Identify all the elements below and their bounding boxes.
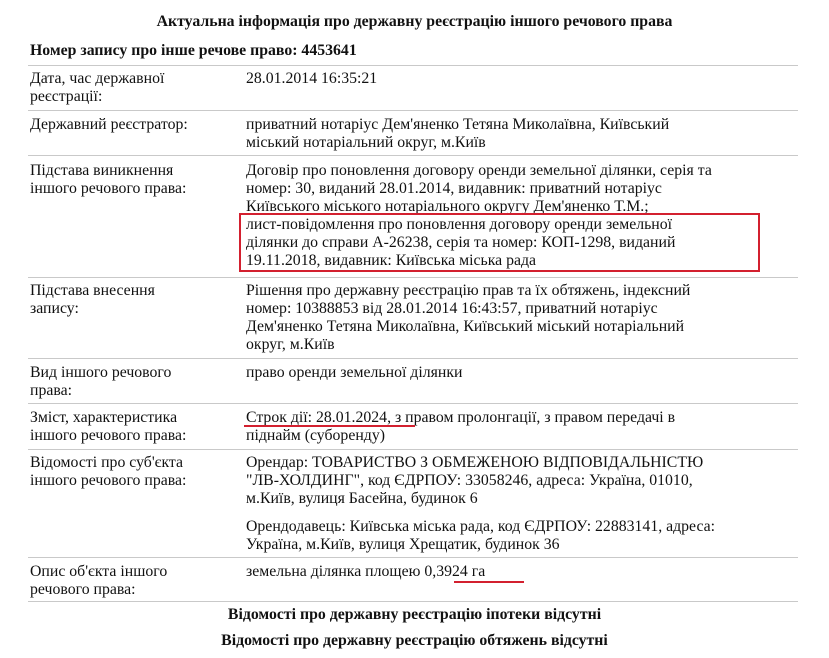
- separator: [28, 557, 798, 558]
- label-line: Вид іншого речового: [30, 364, 172, 381]
- record-number: Номер запису про інше речове право: 4453641: [30, 42, 357, 59]
- highlighted-line: 19.11.2018, видавник: Київська міська рада: [246, 252, 537, 269]
- highlight-underline: [244, 425, 415, 427]
- landlord-line: Орендодавець: Київська міська рада, код ЄДРПОУ: 22883141, адреса:: [246, 518, 716, 535]
- value-line: міський нотаріальний округ, м.Київ: [246, 134, 486, 151]
- label-line: реєстрації:: [30, 88, 103, 105]
- value-line: земельна ділянка площею 0,3924 га: [246, 563, 486, 580]
- separator: [28, 65, 798, 66]
- label-line: речового права:: [30, 581, 136, 598]
- highlighted-line: ділянки до справи А-26238, серія та номер: КОП-1298, виданий: [246, 234, 676, 251]
- value-line: Договір про поновлення договору оренди земельної ділянки, серія та: [246, 162, 712, 179]
- value-line: Строк дії: 28.01.2024, з правом пролонгації, з правом передачі в: [246, 409, 676, 426]
- label-line: Підстава внесення: [30, 282, 155, 299]
- separator: [28, 449, 798, 450]
- separator: [28, 403, 798, 404]
- label-line: Дата, час державної: [30, 70, 165, 87]
- separator: [28, 601, 798, 602]
- highlight-underline: [454, 581, 524, 583]
- separator: [28, 110, 798, 111]
- landlord-line: Україна, м.Київ, вулиця Хрещатик, будинок 36: [246, 536, 560, 553]
- value-line: Дем'яненко Тетяна Миколаївна, Київський міський нотаріальний: [246, 318, 685, 335]
- label-line: Підстава виникнення: [30, 162, 174, 179]
- value-line: приватний нотаріус Дем'яненко Тетяна Миколаївна, Київський: [246, 116, 670, 133]
- document-title: Актуальна інформація про державну реєстрацію іншого речового права: [156, 13, 673, 30]
- value-line: округ, м.Київ: [246, 336, 335, 353]
- label-line: Державний реєстратор:: [30, 116, 188, 133]
- label-line: іншого речового права:: [30, 180, 187, 197]
- label-line: Відомості про суб'єкта: [30, 454, 184, 471]
- label-line: іншого речового права:: [30, 427, 187, 444]
- value-line: Рішення про державну реєстрацію прав та їх обтяжень, індексний: [246, 282, 691, 299]
- value-line: номер: 10388853 від 28.01.2014 16:43:57, приватний нотаріус: [246, 300, 658, 317]
- label-line: іншого речового права:: [30, 472, 187, 489]
- label-line: запису:: [30, 300, 79, 317]
- value-line: піднайм (суборенду): [246, 427, 385, 444]
- value-line: номер: 30, виданий 28.01.2014, видавник: приватний нотаріус: [246, 180, 662, 197]
- highlighted-line: лист-повідомлення про поновлення договору оренди земельної: [246, 216, 673, 233]
- registration-datetime: 28.01.2014 16:35:21: [246, 70, 378, 87]
- label-line: Зміст, характеристика: [30, 409, 178, 426]
- tenant-line: "ЛВ-ХОЛДИНГ", код ЄДРПОУ: 33058246, адреса: Україна, 01010,: [246, 472, 693, 489]
- highlight-box: [239, 213, 760, 272]
- no-encumbrance-note: Відомості про державну реєстрацію обтяжень відсутні: [221, 632, 608, 649]
- separator: [28, 277, 798, 278]
- tenant-line: Орендар: ТОВАРИСТВО З ОБМЕЖЕНОЮ ВІДПОВІДАЛЬНІСТЮ: [246, 454, 704, 471]
- label-line: права:: [30, 382, 73, 399]
- no-mortgage-note: Відомості про державну реєстрацію іпотеки відсутні: [227, 606, 602, 623]
- tenant-line: м.Київ, вулиця Басейна, будинок 6: [246, 490, 478, 507]
- value-line: право оренди земельної ділянки: [246, 364, 463, 381]
- separator: [28, 155, 798, 156]
- value-line: Київського міського нотаріального округу Дем'яненко Т.М.;: [246, 198, 649, 215]
- separator: [28, 358, 798, 359]
- label-line: Опис об'єкта іншого: [30, 563, 168, 580]
